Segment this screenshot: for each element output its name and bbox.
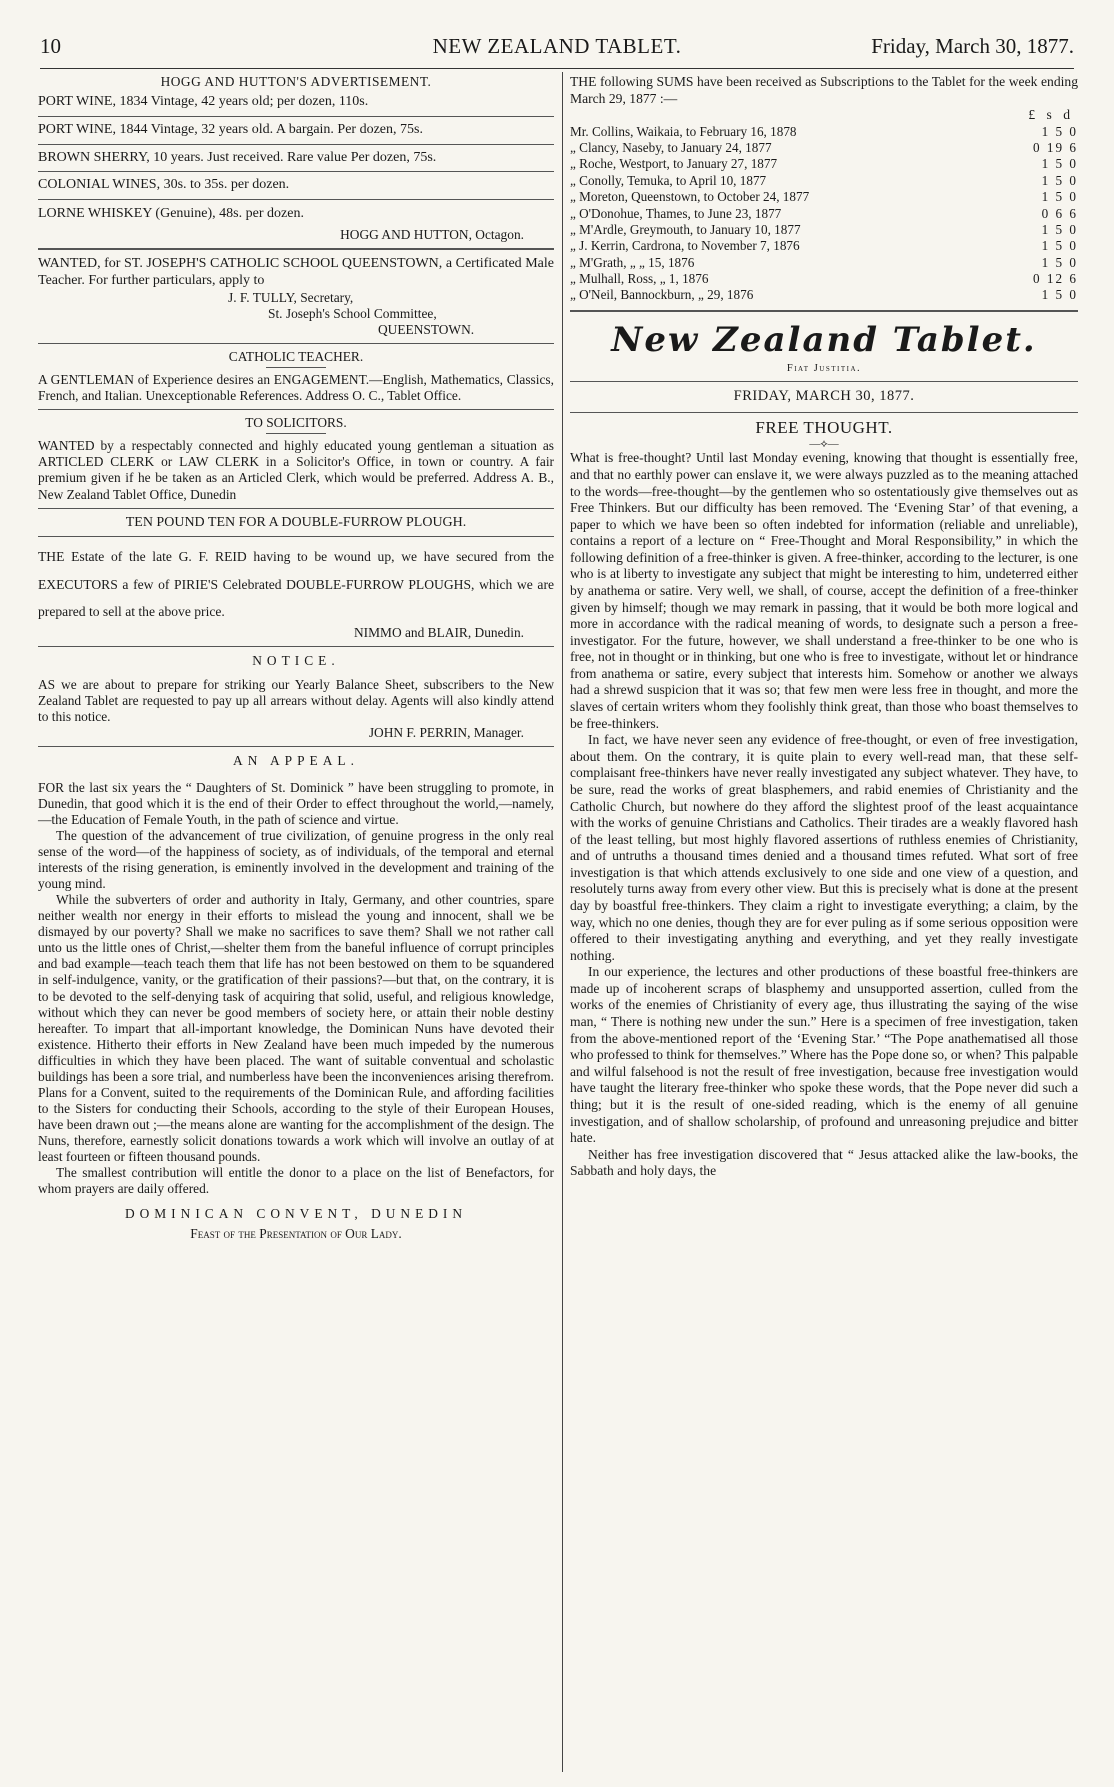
subscription-amount: 0 6 6 [1041,205,1078,221]
divider [38,116,554,117]
subscriber-name: „ Moreton, Queenstown, to October 24, 1877 [570,189,810,205]
ad-body: A GENTLEMAN of Experience desires an ENGAGEMENT.—English, Mathematics, Classics, French, and Italian. Unexceptionable References. Address O. C., Tablet Office. [38,372,554,404]
subscription-amount: 1 5 0 [1041,172,1078,188]
article-title: FREE THOUGHT. [755,417,893,437]
subscriptions-list [570,74,1078,304]
wanted-teacher-ad [38,256,554,338]
subscription-amount: 1 5 0 [1041,254,1078,270]
ad-signature: HOGG AND HUTTON, Octagon. [340,227,524,243]
subscription-row [570,156,1078,172]
ad-item: LORNE WHISKEY (Genuine), 48s. per dozen. [38,206,304,222]
ad-signature: St. Joseph's School Committee, [268,305,437,321]
paragraph: In fact, we have never seen any evidence of free-thought, or even of free investigation, about them. On the contrary, it is quite plain to every well-read man, that these self-complaisant free-thinkers have never really investigated any subject whatever. They have, to be sure, read the works of great blasphemers, and rabid enemies of Christianity and the Catholic Church, but nowhere do they afford the slightest proof of the least acquaintance with the works of genuine Christians and Catholics. Their tirades are a weakly flavored hash of the least telling, but most highly flavored assertions of ruthless enemies of Christianity, and of untruths a thousand times denied and a thousand times refuted. What sort of free investigation is that which attends exclusively to one side and one view of a question, and resolutely turns away from every other view. But this is precisely what is done at the present day by boastful free-thinkers. They claim a right to investigate everything; a claim, by the way, which no one denies, though they are for ever puling as if some serious opposition were offered to their investigating anything and everything, and yet they really investigate nothing. [570,732,1078,963]
right-column [570,74,1078,1180]
subscription-row [570,173,1078,189]
subscription-row [570,271,1078,287]
paragraph: The question of the advancement of true civilization, of genuine progress in the only real sense of the word—of the happiness of society, as of individuals, of the temporal and eternal interests of the rising generation, is eminently involved in the development and training of the young mind. [38,827,554,891]
appeal-article [38,753,554,1241]
dateline: FRIDAY, MARCH 30, 1877. [733,387,915,404]
subscriptions-intro: THE following SUMS have been received as Subscriptions to the Tablet for the week ending March 29, 1877 :— [570,74,1078,106]
subscriber-name: „ O'Donohue, Thames, to June 23, 1877 [570,205,782,221]
notice-ad [38,653,554,741]
subscription-row [570,140,1078,156]
divider [570,412,1078,413]
subscriber-name: „ J. Kerrin, Cardrona, to November 7, 1876 [570,238,800,254]
subscriber-name: „ Roche, Westport, to January 27, 1877 [570,156,778,172]
subscriber-name: „ M'Ardle, Greymouth, to January 10, 1877 [570,221,801,237]
ad-body: WANTED, for ST. JOSEPH'S CATHOLIC SCHOOL QUEENSTOWN, a Certificated Male Teacher. For further particulars, apply to [38,256,554,288]
masthead: New Zealand Tablet. [611,319,1037,360]
feast-line: Feast of the Presentation of Our Lady. [190,1225,402,1241]
divider [38,508,554,509]
ad-item: BROWN SHERRY, 10 years. Just received. Rare value Per dozen, 75s. [38,149,437,165]
short-rule [266,433,326,434]
subscription-amount: 1 5 0 [1041,287,1078,303]
free-thought-article [570,418,1078,1180]
subscription-row [570,255,1078,271]
subscription-amount: 1 5 0 [1041,156,1078,172]
divider [38,248,554,250]
column-divider [562,72,563,1772]
subscription-row [570,124,1078,140]
paragraph: While the subverters of order and authority in Italy, Germany, and other countries, spare neither wealth nor energy in their efforts to mislead the young and innocent, shall we be dismayed by our poverty? Shall we make no sacrifices to save them? Shall we not rather call unto us the little ones of Christ,—shelter them from the baneful influence of corrupt principles and bad example—teach teach them that life has not been bestowed on them to be squandered in self-indulgence, vanity, or the gratification of their passions?—but that, on the contrary, it is to be devoted to the self-denying task of acquiring that solid, useful, and religious knowledge, without which they can never be good members of society here, or attain their noble destiny hereafter. To impart that all-important knowledge, the Dominican Nuns have devoted their existence. Hitherto their efforts in New Zealand have been much impeded by the numerous difficulties in which they have been placed. The want of suitable conventual and scholastic buildings has been a sore trial, and numberless have been the inconveniences arising therefrom. Plans for a Convent, suited to the requirements of the Dominican Rule, and affording facilities to the Sisters for conducting their Schools, according to the style of their European Houses, have been drawn out ;—the means alone are wanting for the accomplishment of the design. The Nuns, therefore, earnestly solicit donations towards a work which will involve an outlay of at least fourteen or fifteen thousand pounds. [38,892,554,1165]
subscriber-name: Mr. Collins, Waikaia, to February 16, 1878 [570,123,797,139]
subscription-row [570,238,1078,254]
subscriptions-table [570,124,1078,304]
page-number: 10 [40,34,61,58]
subscription-row [570,189,1078,205]
divider [38,746,554,747]
ad-body: AS we are about to prepare for striking our Yearly Balance Sheet, subscribers to the New Zealand Tablet are requested to pay up all arrears without delay. Agents will also kindly attend to this notice. [38,677,554,725]
divider [38,199,554,200]
catholic-teacher-ad [38,349,554,404]
subscriber-name: „ O'Neil, Bannockburn, „ 29, 1876 [570,287,754,303]
plough-ad [38,515,554,641]
divider [38,171,554,172]
subscription-amount: 1 5 0 [1041,189,1078,205]
paragraph: What is free-thought? Until last Monday evening, knowing that thought is essentially free, and that no earthly power can enslave it, we were always puzzled as to the meaning attached to the words—free-thought—by the gentlemen who so ostentatiously give themselves out as Free Thinkers. But our difficulty has been removed. The ‘Evening Star’ of that evening, a paper to which we have been so often indebted for information (reliable and unreliable), contains a report of a lecture on “ Free-Thought and Moral Responsibility,” in which the following definition of a free-thinker is given. A free-thinker, according to the lecturer, is one who is at liberty to investigate any subject that might be interesting to him, undeterred either by anathema or satire. Very well, we shall, of course, accept the definition of a free-thinker given by himself; though we may remark in passing, that it would be both more logical and more in accordance with the radical meaning of words, to designate such a person a free-investigator. For the future, however, we shall understand a free-thinker to be one who is free, not in thought or in thinking, but one who is free to investigate, without let or hindrance from anathema or satire, every subject that interests him. Somehow or another we always had a shrewd suspicion that it was so; that few men were less free in thought, and more the slaves of certain writers whom they foolishly think great, than those who boast themselves to be free-thinkers. [570,450,1078,731]
appeal-signature: DOMINICAN CONVENT, DUNEDIN [124,1205,468,1221]
short-rule [266,367,326,368]
subscription-amount: 1 5 0 [1041,123,1078,139]
ad-item: PORT WINE, 1834 Vintage, 42 years old; per dozen, 110s. [38,94,369,110]
ad-item: PORT WINE, 1844 Vintage, 32 years old. A bargain. Per dozen, 75s. [38,121,423,137]
subscription-row [570,287,1078,303]
subscriber-name: „ Conolly, Temuka, to April 10, 1877 [570,172,767,188]
ad-item: COLONIAL WINES, 30s. to 35s. per dozen. [38,177,290,193]
ad-heading: TO SOLICITORS. [245,415,347,431]
paragraph: Neither has free investigation discovered that “ Jesus attacked alike the law-books, the Sabbath and holy days, the [570,1146,1078,1179]
ad-signature: QUEENSTOWN. [378,321,475,337]
article-heading: AN APPEAL. [233,753,359,769]
subscriber-name: „ Mulhall, Ross, „ 1, 1876 [570,270,709,286]
header-rule [40,68,1074,69]
subscription-amount: 0 19 6 [1033,140,1078,156]
paper-title: NEW ZEALAND TABLET. [432,34,682,58]
divider [38,646,554,647]
divider [38,536,554,537]
divider [570,381,1078,382]
divider [38,144,554,145]
solicitors-ad [38,415,554,502]
ornament-icon: —⟡— [809,438,839,451]
paragraph: FOR the last six years the “ Daughters of St. Dominick ” have been struggling to promote, in Dunedin, that good which it is the end of their Order to effect throughout the world,—namely,—the Education of Female Youth, in the path of science and virtue. [38,779,554,827]
ad-heading: NOTICE. [252,653,340,669]
page-header [40,34,1074,68]
subscriber-name: „ M'Grath, „ „ 15, 1876 [570,254,695,270]
divider [38,409,554,410]
ad-heading: HOGG AND HUTTON'S ADVERTISEMENT. [160,74,432,89]
ad-heading: TEN POUND TEN FOR A DOUBLE-FURROW PLOUGH. [125,514,467,530]
paragraph: In our experience, the lectures and other productions of these boastful free-thinkers are made up of incoherent scraps of blasphemy and unsupported assertion, culled from the works of the enemies of Christianity of every age, thus illustrating the saying of the wise man, “ There is nothing new under the sun.” Here is a specimen of free investigation, taken from the above-mentioned report of the ‘Evening Star.’ “The Pope anathematised all those who professed to think for themselves.” Where has the Pope done so, or when? This palpable and wilful falsehood is not the result of free investigation, because free investigation would have taught the literary free-thinker who spoke these words, that the Pope never did such a thing; but it is the result of one-sided reading, which is the enemy of all genuine investigation, and of shallow scholarship, of profound and unreasoning prejudice and bitter hate. [570,964,1078,1146]
ad-heading: CATHOLIC TEACHER. [228,348,364,364]
subscription-row [570,222,1078,238]
subscription-row [570,206,1078,222]
ad-body: WANTED by a respectably connected and highly educated young gentleman a situation as ARTICLED CLERK or LAW CLERK in a Solicitor's Office, in town or country. A fair premium given if he be taken as an Articled Clerk, which would be preferred. Address A. B., New Zealand Tablet Office, Dunedin [38,438,554,502]
issue-date: Friday, March 30, 1877. [871,34,1074,58]
motto: Fiat Justitia. [786,363,862,375]
currency-header: £ s d [1028,107,1074,123]
subscription-amount: 1 5 0 [1041,221,1078,237]
divider [570,310,1078,312]
ad-signature: J. F. TULLY, Secretary, [228,289,354,305]
hogg-hutton-advertisement [38,74,554,243]
ad-signature: NIMMO and BLAIR, Dunedin. [354,624,524,640]
left-column [38,74,554,1242]
ad-signature: JOHN F. PERRIN, Manager. [368,725,524,741]
ad-body: THE Estate of the late G. F. REID having to be wound up, we have secured from the EXECUTORS a few of PIRIE'S Celebrated DOUBLE-FURROW PLOUGHS, which we are prepared to sell at the above price. [38,549,554,619]
paragraph: The smallest contribution will entitle the donor to a place on the list of Benefactors, for whom prayers are daily offered. [38,1165,554,1197]
subscription-amount: 1 5 0 [1041,238,1078,254]
subscription-amount: 0 12 6 [1033,270,1078,286]
subscriber-name: „ Clancy, Naseby, to January 24, 1877 [570,140,772,156]
divider [38,343,554,344]
